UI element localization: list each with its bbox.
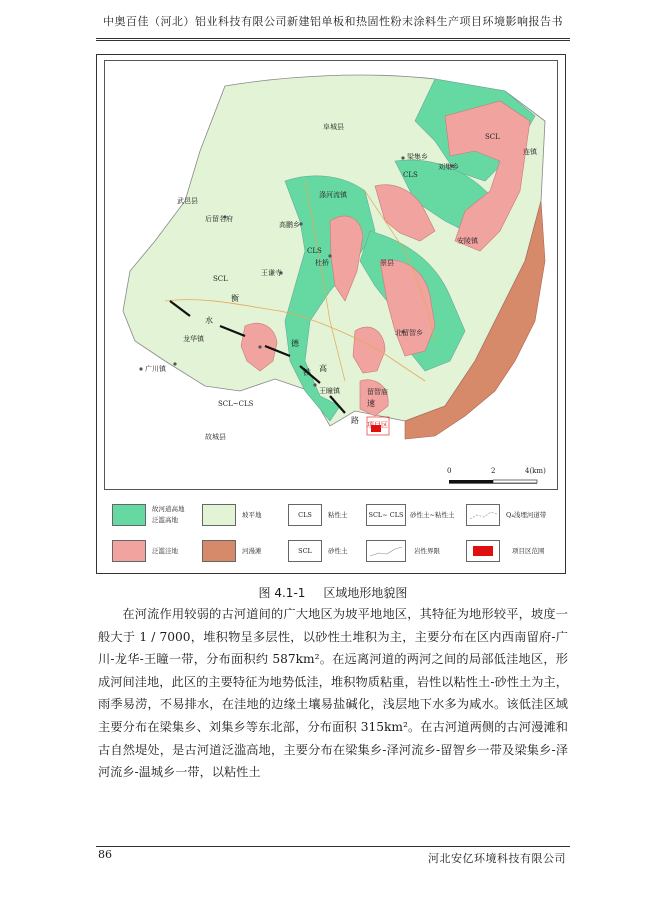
label-wangtong: 王瞳镇	[319, 387, 340, 395]
footer-organization: 河北安亿环境科技有限公司	[428, 852, 566, 865]
label-zhuanghe: 涤河流镇	[319, 191, 347, 199]
label-jingxian: 景县	[380, 259, 394, 267]
legend-label-qiandao: Q₄浅埋河道带	[506, 510, 547, 519]
legend-label-scl: 砂性土	[328, 546, 348, 555]
legend-swatch-yanxing	[366, 540, 406, 562]
map-svg	[105, 61, 559, 491]
figure-title: 区域地形地貌图	[323, 586, 408, 600]
label-anling: 安陵镇	[457, 237, 478, 245]
legend-label-hemantan: 河漫滩	[242, 546, 262, 555]
terrain-map	[104, 60, 558, 490]
page-number: 86	[98, 848, 112, 861]
label-rail-heng: 衡	[231, 294, 239, 303]
legend-label-xiangmu: 项目区范围	[512, 546, 545, 555]
label-scl-ne: SCL	[485, 133, 500, 141]
footer-divider	[96, 846, 570, 847]
label-guangming: 高鹏乡	[279, 221, 300, 229]
label-wuyi: 武邑县	[177, 197, 198, 205]
label-beiliu: 北留智乡	[395, 329, 423, 337]
legend-label-wadi: 泛滥洼地	[152, 546, 178, 555]
label-rail-tie: 铁	[303, 368, 311, 377]
label-rail-shui: 水	[205, 316, 213, 325]
label-liangji: 梁集乡	[407, 153, 428, 161]
scale-bar	[449, 480, 537, 483]
figure-number: 图 4.1-1	[258, 586, 306, 600]
label-rail-gao: 高	[319, 364, 327, 373]
label-liuji: 刘集乡	[438, 163, 459, 171]
label-sclcls: SCL~CLS	[218, 400, 254, 408]
label-guangchuan: 广川镇	[145, 365, 166, 373]
legend-label-popingdi: 坡平地	[242, 510, 262, 519]
legend-swatch-wadi	[112, 540, 146, 562]
scale-label-4: 4(km)	[525, 467, 546, 475]
label-longhua: 龙华镇	[183, 335, 204, 343]
legend-code-cls: CLS	[288, 504, 322, 526]
label-cls-n: CLS	[403, 171, 418, 179]
label-scl-w: SCL	[213, 275, 228, 283]
label-wangqian: 王谦寺	[261, 269, 282, 277]
legend-swatch-qiandao	[466, 504, 500, 526]
scale-label-0: 0	[447, 467, 452, 475]
label-cls-mid: CLS	[307, 247, 322, 255]
legend-code-sclcls: SCL~ CLS	[366, 504, 406, 526]
dashed-line-icon	[467, 505, 499, 525]
page-header: 中奥百佳（河北）铝业科技有限公司新建铝单板和热固性粉末涂料生产项目环境影响报告书	[96, 12, 570, 41]
body-text	[98, 603, 568, 784]
scale-label-2: 2	[491, 467, 496, 475]
legend-swatch-gaodi	[112, 504, 146, 526]
label-dulin: 杜桥	[315, 259, 329, 267]
label-gucheng: 故城县	[205, 433, 226, 441]
legend-label-sclcls: 砂性土~粘性土	[410, 510, 455, 519]
label-liuzhi: 留智庙	[367, 388, 388, 396]
label-lianzhen: 连镇	[523, 148, 537, 156]
label-fucheng: 阜城县	[323, 123, 344, 131]
legend-swatch-xiangmu	[466, 540, 500, 562]
map-legend	[104, 496, 558, 572]
body-paragraph: 在河流作用较弱的古河道间的广大地区为坡平地地区，其特征为地形较平，坡度一般大于 1 / 7000，堆积物呈多层性，以砂性土堆积为主，主要分布在区内西南留府-广川-龙华-王瞳一带，分布面积约 587km²。在远离河道的两河之间的局部低洼地区，形成河间洼地，此区的主要特征为地势低洼，堆积物质粘重，岩性以粘性土-砂性土为主，雨季易涝，不易排水，在洼地的边缘土壤易盐碱化，浅层地下水多为咸水。该低洼区域主要分布在梁集乡、刘集乡等东北部，分布面积 315km²。在古河道两侧的古河漫滩和古自然堤处，是古河道泛滥高地，主要分布在梁集乡-泽河流乡-留智乡一带及梁集乡-泽河流乡-温城乡一带，以粘性土	[98, 607, 568, 780]
label-rail-de: 德	[291, 339, 299, 348]
label-rail-lu: 路	[351, 416, 359, 425]
label-project: 项目区	[367, 421, 388, 429]
legend-label-gaodi: 故河道高地 泛滥高地	[152, 505, 185, 524]
legend-swatch-popingdi	[202, 504, 236, 526]
label-rail-su: 速	[367, 399, 375, 408]
figure-caption	[0, 584, 666, 601]
legend-label-yanxing: 岩性界限	[414, 546, 440, 555]
legend-label-cls: 粘性土	[328, 510, 348, 519]
legend-swatch-hemantan	[202, 540, 236, 562]
label-houzhuang: 后留名府	[205, 215, 233, 223]
boundary-line-icon	[367, 541, 405, 561]
legend-code-scl: SCL	[288, 540, 322, 562]
